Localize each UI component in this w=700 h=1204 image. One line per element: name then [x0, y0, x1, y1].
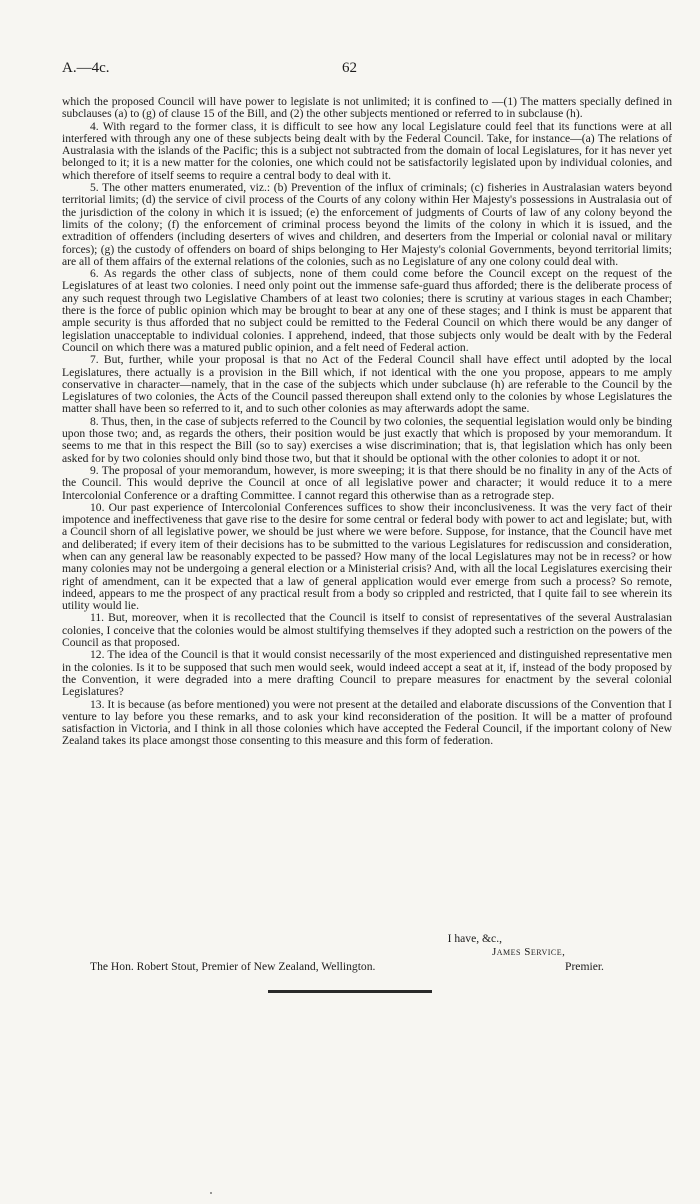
page-number: 62 — [342, 60, 357, 76]
paragraph: 13. It is because (as before mentioned) you were not present at the detailed and elaborate discussions of the Convention that I venture to lay before you these remarks, and to ask your kind reconsideration of the position. It will be a matter of profound satisfaction in Victoria, and I think in all those colonies which have accepted the Federal Council, if the important colony of New Zealand takes its place amongst those consenting to this measure and this form of federation. — [62, 697, 672, 748]
letter-body — [62, 96, 672, 748]
section-divider — [268, 990, 432, 993]
paragraph: 8. Thus, then, in the case of subjects referred to the Council by two colonies, the sequential legislation would only be binding upon those two; and, as regards the others, their position would be just exactly that which is proposed by your memorandum. It seems to me that in this respect the Bill (so to say) exercises a wise discrimination; that is, that legislation which has only been asked for by two colonies should only bind those two, but that it should be optional with the other colonies to adopt it or not. — [62, 414, 672, 465]
paragraph: 5. The other matters enumerated, viz.: (b) Prevention of the influx of criminals; (c) fisheries in Australasian waters beyond territorial limits; (d) the service of civil process of the Courts of any colony within Her Majesty's possessions in Australasia out of the jurisdiction of the colony in which it is issued; (e) the enforcement of judgments of Courts of law of any colony beyond the limits of the colony; (f) the enforcement of criminal process beyond the limits of the colony in which it is issued, and the extradition of offenders (including deserters of wives and children, and deserters from the Imperial or colonial naval or military forces); (g) the custody of offenders on board of ships belonging to Her Majesty's colonial Governments, beyond territorial limits; are all of them affairs of the external relations of the colonies, such as no Legislature of any one colony could deal with. — [62, 181, 672, 268]
page-speck — [210, 1192, 212, 1194]
paragraph: 10. Our past experience of Intercolonial Conferences suffices to show their inconclusiveness. It was the very fact of their impotence and ineffectiveness that gave rise to the desire for some central or federal body with power to act and legislate; but, with a Council shorn of all legislative power, we should be just where we were before. Suppose, for instance, that the Council have met and deliberated; if every item of their decisions has to be submitted to the various Legislatures for rediscussion and consideration, when can any general law be reasonably expected to be passed? How many of the local Legislatures may not be in recess? or how many colonies may not be undergoing a general election or a Ministerial crisis? And, with all the local Legislatures exercising their right of amendment, can it be expected that a law of general application would ever emerge from such a process? So remote, indeed, appears to me the prospect of any practical result from a body so crippled and restricted, that I quite fail to see wherein its utility would lie. — [62, 500, 672, 613]
document-reference: A.—4c. — [62, 60, 110, 76]
paragraph: 12. The idea of the Council is that it would consist necessarily of the most experienced and distinguished representative men in the colonies. Is it to be supposed that such men would seek, would indeed accept a seat at it, if, instead of the body proposed by the Convention, it were degraded into a mere drafting Council to prepare measures for enactment by the several colonial Legislatures? — [62, 648, 672, 699]
paragraph: 4. With regard to the former class, it is difficult to see how any local Legislature could feel that its functions were at all interfered with through any one of these subjects being dealt with by the Federal Council. Take, for instance—(a) The relations of Australasia with the islands of the Pacific; this is a subject not subtracted from the domain of local Legislatures, for it has never yet belonged to it; it is a new matter for the colonies, one which could not be satisfactorily legislated upon by individual colonies, and which therefore of itself seems to require a central body to deal with it. — [62, 119, 672, 182]
paragraph: which the proposed Council will have power to legislate is not unlimited; it is confined to —(1) The matters specially defined in subclauses (a) to (g) of clause 15 of the Bill, and (2) the other subjects mentioned or referred to in subclause (h). — [62, 95, 672, 121]
closing-formula: I have, &c., — [447, 932, 502, 945]
signatory-title: Premier. — [565, 960, 604, 973]
addressee: The Hon. Robert Stout, Premier of New Zealand, Wellington. — [90, 960, 376, 973]
paragraph: 6. As regards the other class of subjects, none of them could come before the Council except on the request of the Legislatures of at least two colonies. I need only point out the immense safe-guard thus afforded; there is the deliberate process of any such request through two Legislative Chambers of at least two colonies; there is scrutiny at various stages in each Chamber; there is the force of public opinion which may be brought to bear at any one of these stages; and I think is must be apparent that ample security is thus afforded that no subject could be remitted to the Federal Council on which there would be any danger of legislation unacceptable to individual colonies. I apprehend, indeed, that those subjects only would be dealt with by the Federal Council on which there was a matured public opinion, and a felt need of Federal action. — [62, 267, 672, 354]
paragraph: 9. The proposal of your memorandum, however, is more sweeping; it is that there should be no finality in any of the Acts of the Council. This would deprive the Council at once of all legislative power and character; it would reduce it to a mere Intercolonial Conference or a drafting Committee. I cannot regard this otherwise than as a retrograde step. — [62, 463, 672, 502]
paragraph: 11. But, moreover, when it is recollected that the Council is itself to consist of representatives of the several Australasian colonies, I conceive that the colonies would be almost stultifying themselves if they adopted such a restriction on the powers of the Council as that proposed. — [62, 611, 672, 650]
paragraph: 7. But, further, while your proposal is that no Act of the Federal Council shall have effect until adopted by the local Legislatures, there actually is a provision in the Bill which, if not identical with the one you propose, appears to me amply conservative in character—namely, that in the case of the subjects which under subclause (h) are referable to the Council by the Legislatures of two colonies, the Acts of the Council passed thereupon shall extend only to the colonies by whose Legislatures the matter shall have been so referred to it, and to such other colonies as may afterwards adopt the same. — [62, 353, 672, 416]
signature: James Service, — [492, 946, 566, 958]
